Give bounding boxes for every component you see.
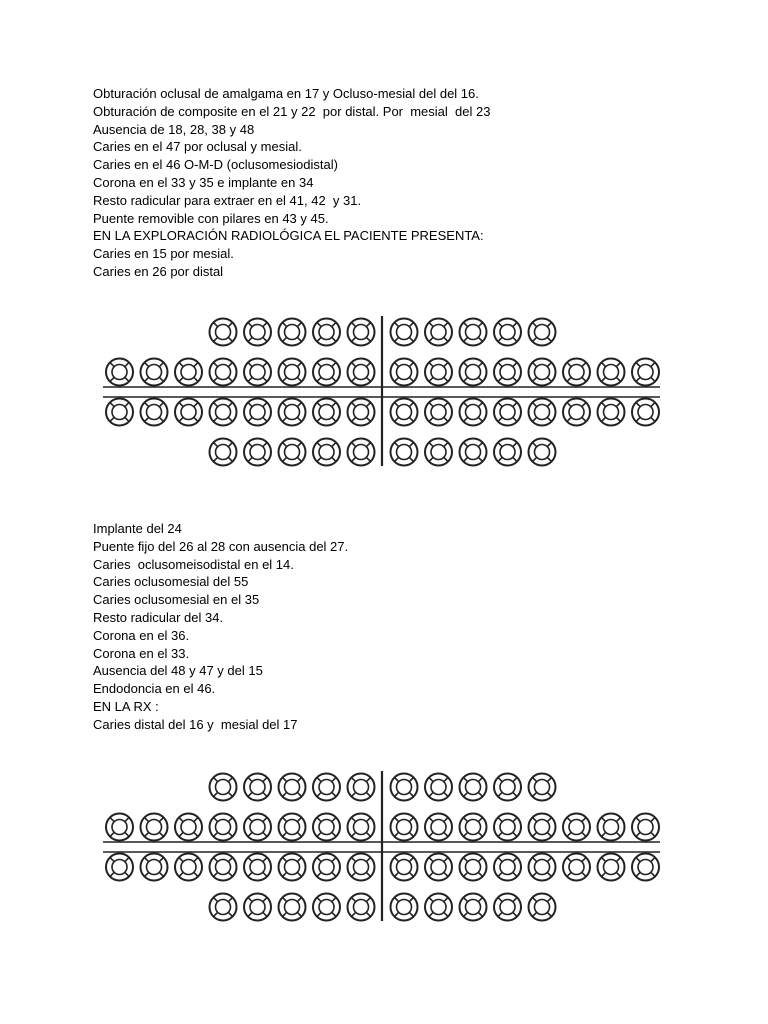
tooth-upper-primary-right	[494, 319, 521, 346]
odontogram-chart-1	[0, 300, 768, 480]
case-2-line: Resto radicular del 34.	[93, 609, 224, 625]
tooth-upper-permanent-right	[494, 359, 521, 386]
tooth-lower-primary-right	[494, 894, 521, 921]
tooth-upper-permanent-left	[175, 359, 202, 386]
case-2-line: Implante del 24	[93, 521, 182, 536]
tooth-lower-permanent-left	[279, 399, 306, 426]
tooth-lower-permanent-right	[494, 854, 521, 881]
tooth-upper-permanent-left	[244, 814, 271, 841]
tooth-lower-permanent-right	[632, 399, 659, 426]
case-1-line: Caries en 26 por distal	[93, 263, 224, 279]
tooth-upper-primary-left	[279, 774, 306, 801]
tooth-lower-permanent-right	[563, 854, 590, 881]
tooth-upper-permanent-right	[391, 814, 418, 841]
tooth-lower-primary-right	[425, 894, 452, 921]
case-2-line: EN LA RX :	[93, 698, 159, 714]
tooth-upper-primary-right	[391, 774, 418, 801]
tooth-lower-primary-left	[244, 439, 271, 466]
tooth-upper-permanent-right	[563, 359, 590, 386]
tooth-lower-permanent-right	[529, 854, 556, 881]
tooth-lower-permanent-left	[141, 399, 168, 426]
tooth-upper-permanent-left	[279, 814, 306, 841]
tooth-lower-primary-left	[348, 439, 375, 466]
tooth-lower-primary-left	[279, 439, 306, 466]
tooth-upper-permanent-left	[313, 359, 340, 386]
tooth-lower-permanent-left	[279, 854, 306, 881]
tooth-upper-primary-right	[460, 319, 487, 346]
tooth-upper-permanent-left	[313, 814, 340, 841]
tooth-upper-primary-left	[348, 774, 375, 801]
tooth-lower-primary-left	[279, 894, 306, 921]
case-1-line: Caries en el 47 por oclusal y mesial.	[93, 139, 302, 155]
case-2-line: Corona en el 33.	[93, 645, 190, 661]
tooth-upper-permanent-right	[598, 814, 625, 841]
clinical-case-2-text	[93, 520, 348, 734]
tooth-upper-primary-right	[425, 319, 452, 346]
tooth-lower-permanent-left	[313, 399, 340, 426]
tooth-upper-permanent-right	[391, 359, 418, 386]
tooth-lower-primary-right	[460, 439, 487, 466]
tooth-upper-permanent-right	[632, 359, 659, 386]
tooth-lower-primary-left	[313, 439, 340, 466]
tooth-upper-permanent-left	[210, 359, 237, 386]
case-1-line: Obturación oclusal de amalgama en 17 y Ocluso-mesial del del 16.	[93, 86, 479, 101]
tooth-upper-permanent-right	[460, 359, 487, 386]
tooth-upper-primary-right	[425, 774, 452, 801]
tooth-lower-permanent-left	[244, 399, 271, 426]
case-1-line: Resto radicular para extraer en el 41, 42 y 31.	[93, 192, 362, 208]
tooth-upper-primary-right	[460, 774, 487, 801]
tooth-upper-primary-right	[391, 319, 418, 346]
tooth-upper-permanent-left	[279, 359, 306, 386]
tooth-upper-permanent-right	[563, 814, 590, 841]
tooth-lower-permanent-left	[210, 854, 237, 881]
case-2-line: Caries distal del 16 y mesial del 17	[93, 716, 298, 732]
tooth-lower-primary-left	[244, 894, 271, 921]
case-2-line: Puente fijo del 26 al 28 con ausencia del 27.	[93, 538, 349, 554]
tooth-upper-permanent-left	[141, 814, 168, 841]
tooth-lower-primary-right	[460, 894, 487, 921]
tooth-upper-permanent-right	[529, 814, 556, 841]
case-2-line: Caries oclusomesial en el 35	[93, 592, 260, 608]
tooth-upper-primary-right	[529, 319, 556, 346]
tooth-lower-permanent-left	[141, 854, 168, 881]
tooth-upper-permanent-left	[348, 359, 375, 386]
tooth-lower-primary-left	[210, 439, 237, 466]
tooth-upper-primary-left	[348, 319, 375, 346]
tooth-upper-primary-left	[244, 774, 271, 801]
tooth-lower-primary-left	[210, 894, 237, 921]
case-2-line: Endodoncia en el 46.	[93, 681, 216, 697]
tooth-lower-permanent-left	[244, 854, 271, 881]
tooth-upper-permanent-left	[175, 814, 202, 841]
tooth-lower-permanent-left	[106, 854, 133, 881]
case-1-line: Obturación de composite en el 21 y 22 por distal. Por mesial del 23	[93, 103, 491, 119]
tooth-lower-primary-right	[494, 439, 521, 466]
tooth-lower-primary-right	[425, 439, 452, 466]
tooth-lower-permanent-right	[598, 854, 625, 881]
case-1-line: Ausencia de 18, 28, 38 y 48	[93, 121, 255, 137]
case-1-line: EN LA EXPLORACIÓN RADIOLÓGICA EL PACIENTE PRESENTA:	[93, 228, 484, 244]
tooth-lower-permanent-left	[348, 854, 375, 881]
case-2-line: Ausencia del 48 y 47 y del 15	[93, 663, 263, 679]
tooth-upper-permanent-right	[494, 814, 521, 841]
tooth-lower-primary-right	[529, 894, 556, 921]
tooth-upper-permanent-right	[460, 814, 487, 841]
tooth-upper-primary-left	[279, 319, 306, 346]
tooth-upper-permanent-left	[106, 359, 133, 386]
case-1-line: Caries en 15 por mesial.	[93, 246, 234, 262]
tooth-upper-primary-left	[313, 774, 340, 801]
tooth-upper-permanent-right	[425, 359, 452, 386]
tooth-upper-permanent-left	[244, 359, 271, 386]
tooth-upper-permanent-right	[632, 814, 659, 841]
tooth-lower-permanent-right	[460, 854, 487, 881]
tooth-lower-primary-right	[391, 894, 418, 921]
odontogram-chart-2	[0, 755, 768, 935]
tooth-lower-permanent-left	[210, 399, 237, 426]
tooth-upper-permanent-right	[598, 359, 625, 386]
tooth-lower-permanent-right	[632, 854, 659, 881]
case-1-line: Caries en el 46 O-M-D (oclusomesiodistal)	[93, 157, 338, 173]
tooth-lower-permanent-right	[460, 399, 487, 426]
tooth-upper-primary-right	[494, 774, 521, 801]
case-2-line: Caries oclusomesial del 55	[93, 574, 249, 590]
tooth-upper-permanent-left	[141, 359, 168, 386]
tooth-upper-permanent-left	[106, 814, 133, 841]
tooth-lower-permanent-right	[598, 399, 625, 426]
tooth-lower-primary-left	[348, 894, 375, 921]
tooth-lower-permanent-left	[106, 399, 133, 426]
tooth-lower-permanent-left	[175, 854, 202, 881]
case-1-line: Corona en el 33 y 35 e implante en 34	[93, 174, 314, 190]
tooth-upper-permanent-right	[425, 814, 452, 841]
tooth-lower-permanent-right	[425, 854, 452, 881]
tooth-upper-permanent-right	[529, 359, 556, 386]
tooth-lower-permanent-right	[529, 399, 556, 426]
clinical-case-1-text	[93, 85, 490, 281]
tooth-lower-permanent-left	[175, 399, 202, 426]
tooth-lower-permanent-right	[425, 399, 452, 426]
tooth-lower-permanent-right	[494, 399, 521, 426]
tooth-upper-permanent-left	[210, 814, 237, 841]
tooth-lower-permanent-right	[391, 399, 418, 426]
tooth-lower-permanent-right	[391, 854, 418, 881]
tooth-upper-primary-left	[210, 774, 237, 801]
tooth-lower-primary-left	[313, 894, 340, 921]
case-2-line: Caries oclusomeisodistal en el 14.	[93, 556, 294, 572]
tooth-upper-primary-right	[529, 774, 556, 801]
case-2-line: Corona en el 36.	[93, 627, 190, 643]
tooth-upper-primary-left	[210, 319, 237, 346]
case-1-line: Puente removible con pilares en 43 y 45.	[93, 210, 329, 226]
tooth-upper-primary-left	[313, 319, 340, 346]
tooth-lower-primary-right	[391, 439, 418, 466]
tooth-lower-permanent-right	[563, 399, 590, 426]
tooth-lower-permanent-left	[348, 399, 375, 426]
tooth-lower-permanent-left	[313, 854, 340, 881]
tooth-upper-permanent-left	[348, 814, 375, 841]
tooth-upper-primary-left	[244, 319, 271, 346]
tooth-lower-primary-right	[529, 439, 556, 466]
